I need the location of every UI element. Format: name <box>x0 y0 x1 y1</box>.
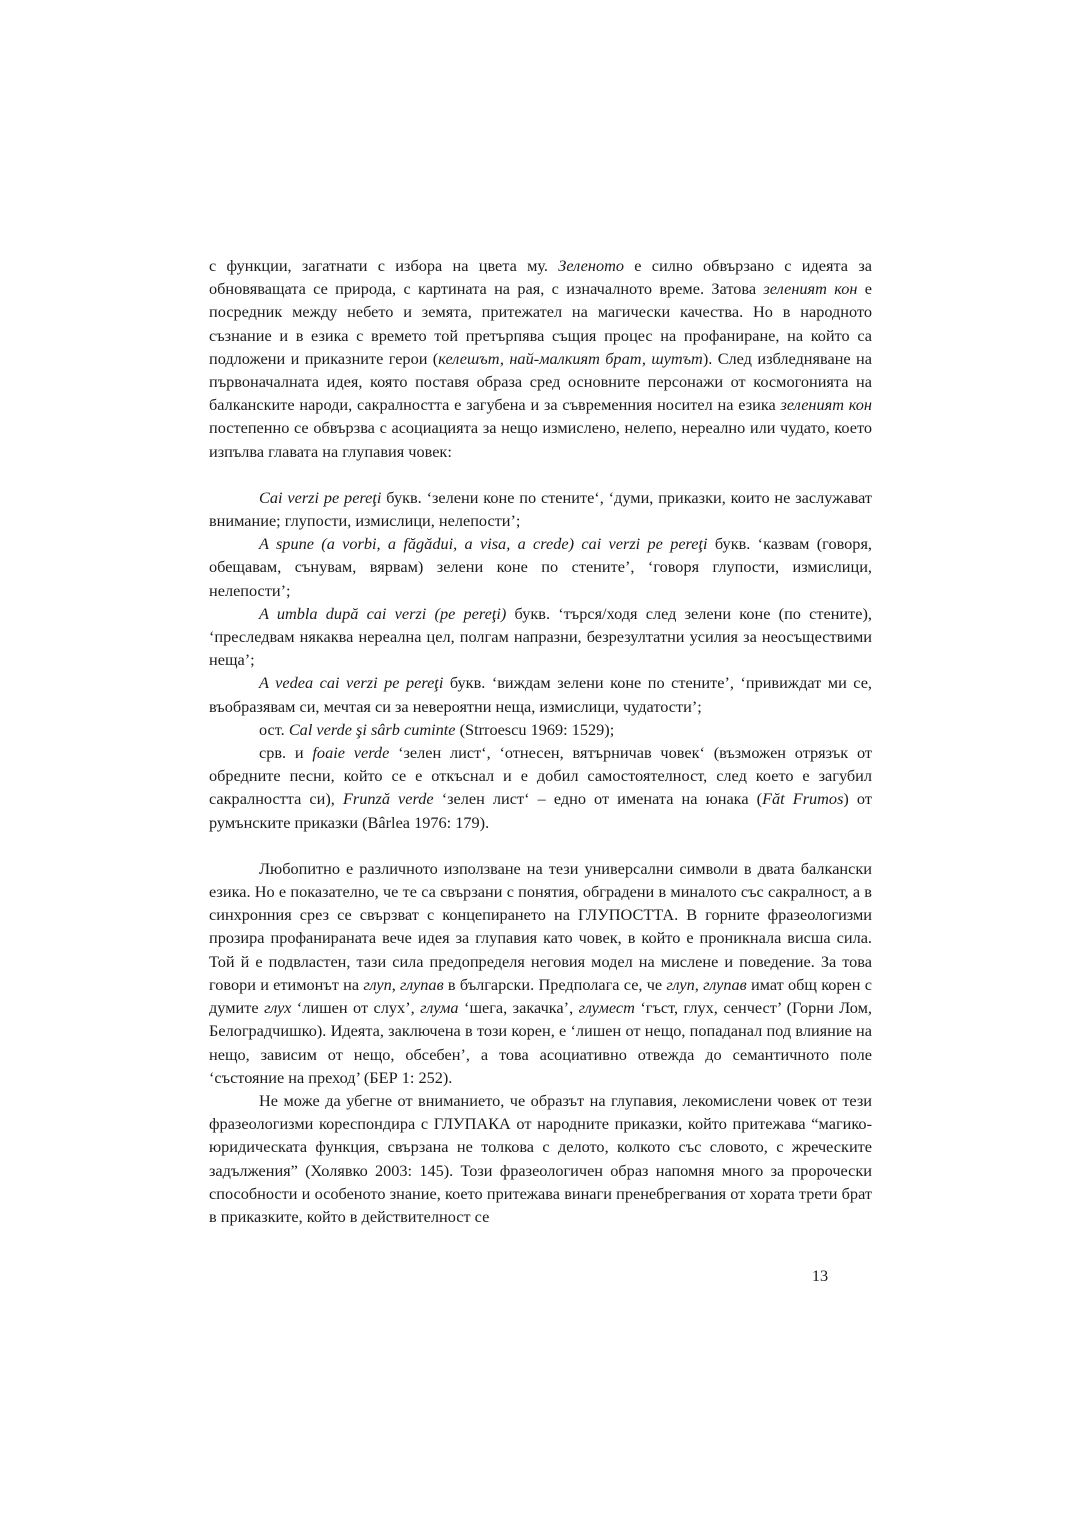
text-run: срв. и <box>259 743 313 763</box>
example-item <box>209 671 872 717</box>
italic-term: Cal verde şi sârb cuminte <box>288 719 456 739</box>
body-text <box>209 254 872 1228</box>
italic-term: Cai verzi pe pereţi <box>259 487 382 507</box>
text-run: ‘гъст, глух, сенчест’ (Горни Лом, Белоградчишко). Идеята, заключена в този корен, е ‘лишен от нещо, попаданал под влияние на нещо, зависим от нещо, обсебен’, а това асоциативно отвежда до семантичното поле ‘състояние на преход’ (БЕР 1: 252). <box>209 998 873 1087</box>
italic-term: глух <box>264 998 292 1018</box>
text-run: с функции, загатнати с избора на цвета му. <box>209 256 559 275</box>
italic-term: глума <box>420 998 459 1018</box>
italic-term: A spune (a vorbi, a făgădui, a visa, a crede) cai verzi pe pereţi <box>259 534 708 554</box>
italic-term: глупав <box>400 974 444 994</box>
paragraph-symbols <box>209 857 872 1089</box>
text-run: , <box>391 974 401 994</box>
text-run: букв. ‘казвам (говоря, обещавам, сънувам, вярвам) зелени коне по стените’, ‘говоря глупости, измислици, нелепости’; <box>209 534 873 600</box>
text-run: , <box>694 974 704 994</box>
text-run: ‘лишен от слух’, <box>291 998 421 1018</box>
text-run: е посредник между небето и земята, притежател на магически качества. Но в народното съзнание и в езика с времето той претърпява същия процес на профаниране, на който са подложени и приказните герои ( <box>209 279 873 368</box>
text-run: Любопитно е различното използване на тези универсални символи в двата балкански езика. Но е показателно, че те са свързани с понятия, обградени в миналото със сакралност, а в синхронния срез се свързват с концепирането на ГЛУПОСТТА. В горните фразеологизми прозира профанираната вече идея за глупавия като човек, в който е проникнала висша сила. Той й е подвластен, тази сила предопределя неговия модел на мислене и поведение. За това говори и етимонът на <box>209 858 872 994</box>
text-run: имат общ корен с думите <box>209 974 872 1018</box>
italic-term: Зеленото <box>558 256 625 275</box>
text-run: Не може да убегне от вниманието, че образът на глупавия, лекомислени човек от тези фразеологизми кореспондира с ГЛУПАКА от народните приказки, който притежава “магико-юридическата функция, свързана не толкова с делото, колкото със словото, с жреческите задължения” (Холявко 2003: 145). Този фразеологичен образ напомня много за пророчески способности и особеното знание, което притежава винаги пренебрегвания от хората трети брат в приказките, който в действителност се <box>209 1090 872 1226</box>
spacer <box>209 463 872 486</box>
italic-term: Făt Frumos <box>762 789 844 809</box>
example-item <box>209 532 872 602</box>
italic-term: келешът, най-малкият брат, шутът <box>438 348 703 368</box>
paragraph-fool <box>209 1089 872 1228</box>
italic-term: зеленият кон <box>780 395 872 415</box>
example-item <box>209 718 872 741</box>
italic-term: A vedea cai verzi pe pereţi <box>259 673 444 693</box>
text-run: ‘шега, закачка’, <box>458 998 579 1018</box>
text-run: ост. <box>259 719 289 739</box>
text-run: букв. ‘търся/ходя след зелени коне (по стените), ‘преследвам някаква нереална цел, полгам напразни, безрезултатни усилия за неосъществими неща’; <box>209 603 872 670</box>
example-item <box>209 741 872 834</box>
text-run: ‘зелен лист‘, ‘отнесен, вятърничав човек‘ (възможен отрязък от обредните песни, който се е откъснал и е добил самостоятелност, след което е загубил сакралността си), <box>209 743 872 809</box>
italic-term: A umbla după cai verzi (pe pereţi) <box>259 603 507 623</box>
text-run: ). След избледняване на първоначалната идея, която поставя образа сред основните персонажи от космогонията на балканските народи, сакралността е загубена и за съвременния носител на езика <box>209 348 872 415</box>
text-run: (Strroescu 1969: 1529); <box>455 719 615 739</box>
intro-paragraph <box>209 254 872 463</box>
spacer <box>209 834 872 857</box>
italic-term: foaie verde <box>312 743 390 763</box>
examples-list <box>209 486 872 834</box>
italic-term: глуп <box>363 974 392 994</box>
italic-term: глуп <box>666 974 695 994</box>
text-run: е силно обвързано с идеята за обновяващата се природа, с картината на рая, с изначалното време. Затова <box>209 256 872 299</box>
example-item <box>209 486 872 532</box>
text-run: постепенно се обвързва с асоциацията за нещо измислено, нелепо, нереално или чудато, което изпълва главата на глупавия човек: <box>209 418 872 461</box>
italic-term: глупав <box>703 974 747 994</box>
example-item <box>209 602 872 672</box>
text-run: в български. Предполага се, че <box>443 974 667 994</box>
text-run: ) от румънските приказки (Bârlea 1976: 179). <box>209 789 872 832</box>
text-run: букв. ‘виждам зелени коне по стените’, ‘привиждат ми се, въобразявам си, мечтая си за невероятни неща, измислици, чудатости’; <box>209 673 872 716</box>
italic-term: Frunză verde <box>342 789 434 809</box>
text-run: букв. ‘зелени коне по стените‘, ‘думи, приказки, които не заслужават внимание; глупости, измислици, нелепости’; <box>209 487 873 531</box>
italic-term: зеленият кон <box>763 279 858 299</box>
page-number: 13 <box>811 1266 829 1285</box>
text-run: ‘зелен лист‘ – едно от имената на юнака ( <box>433 789 763 809</box>
italic-term: глумест <box>578 998 635 1018</box>
